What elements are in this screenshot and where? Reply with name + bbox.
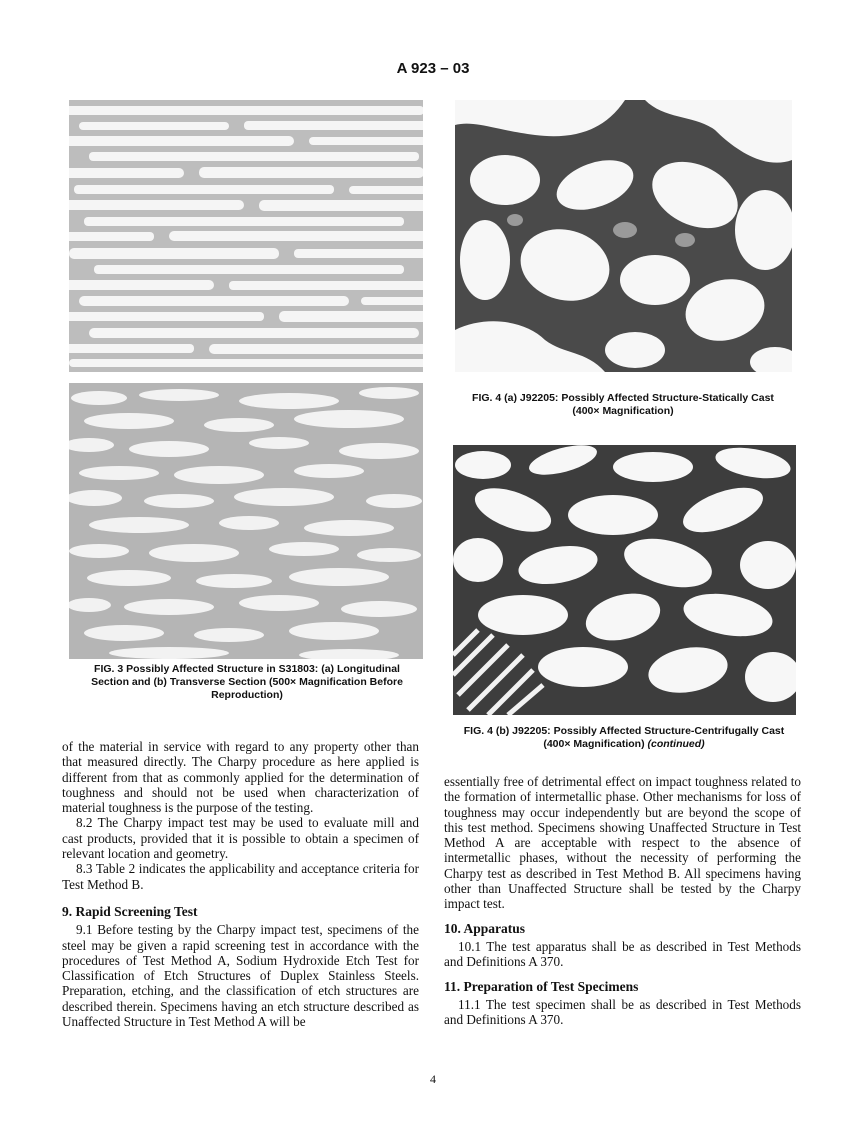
right-para-continuation: essentially free of detrimental effect on impact toughness related to the formation of intermetallic phase. Other mechanisms for loss of toughness may occur independently but are beyond the scope of this test method. Specimens showing Unaffected Structure in Test Method A are acceptable with respect to the absence of intermetallic phases, without the necessity of performing the Charpy test as described in Test Method B. All specimens having other than Unaffected Structure shall be tested by the Charpy impact test. [444, 774, 801, 912]
para-10-1: 10.1 The test apparatus shall be as described in Test Methods and Definitions A 370. [444, 938, 801, 970]
para-8-3: 8.3 Table 2 indicates the applicability and acceptance criteria for Test Method B. [62, 861, 419, 892]
fig4a-micrograph-image [455, 100, 792, 372]
fig3-caption-line2: Section and (b) Transverse Section (500× Magnification Before [91, 676, 403, 688]
fig4b-caption-continued: (continued) [647, 738, 705, 750]
fig4b-caption-line2 [448, 738, 800, 751]
para-9-1: 9.1 Before testing by the Charpy impact test, specimens of the steel may be given a rapid screening test in accordance with the procedures of Test Method A, Sodium Hydroxide Etch Test for Classification of Etch Structures of Duplex Stainless Steels. Preparation, etching, and the classification of etch structures are described therein. Specimens having an etch structure described as Unaffected Structure in Test Method A will be [62, 922, 419, 1030]
fig4b-caption-magnification: (400× Magnification) [543, 738, 645, 750]
fig4b-caption [448, 725, 800, 751]
left-para-continuation: of the material in service with regard to any property other than that measured directly. The Charpy procedure as here applied is different from that as commonly applied for the determination of toughness and should not be used when characterization of material toughness is the purpose of the testing. [62, 739, 419, 816]
fig4b-micrograph-svg [453, 445, 796, 715]
fig4a-micrograph-svg [455, 100, 792, 372]
left-text-column [62, 739, 419, 1029]
fig4a-caption [450, 392, 796, 418]
fig4b-micrograph-image [453, 445, 796, 715]
fig3b-micrograph-svg [69, 383, 423, 659]
section-11-heading: 11. Preparation of Test Specimens [444, 978, 639, 994]
right-text-column [444, 774, 801, 1027]
fig4b-caption-line1: FIG. 4 (b) J92205: Possibly Affected Structure-Centrifugally Cast [463, 725, 785, 737]
fig3a-micrograph-svg [69, 100, 423, 372]
fig3-caption-line1: FIG. 3 Possibly Affected Structure in S31803: (a) Longitudinal [94, 663, 400, 675]
fig3a-micrograph-image [69, 100, 423, 372]
fig3-caption-line3: Reproduction) [211, 689, 283, 701]
document-designation: A 923 – 03 [396, 60, 470, 77]
section-10-heading: 10. Apparatus [444, 920, 526, 936]
fig4a-caption-line2: (400× Magnification) [572, 405, 674, 417]
para-8-2: 8.2 The Charpy impact test may be used to evaluate mill and cast products, provided that it is possible to obtain a specimen of relevant location and geometry. [62, 815, 419, 862]
fig3-caption [64, 663, 430, 702]
page-number: 4 [430, 1072, 436, 1086]
para-11-1: 11.1 The test specimen shall be as described in Test Methods and Definitions A 370. [444, 996, 801, 1028]
fig3b-micrograph-image [69, 383, 423, 659]
section-9-heading: 9. Rapid Screening Test [62, 903, 198, 919]
fig4a-caption-line1: FIG. 4 (a) J92205: Possibly Affected Structure-Statically Cast [472, 392, 774, 404]
